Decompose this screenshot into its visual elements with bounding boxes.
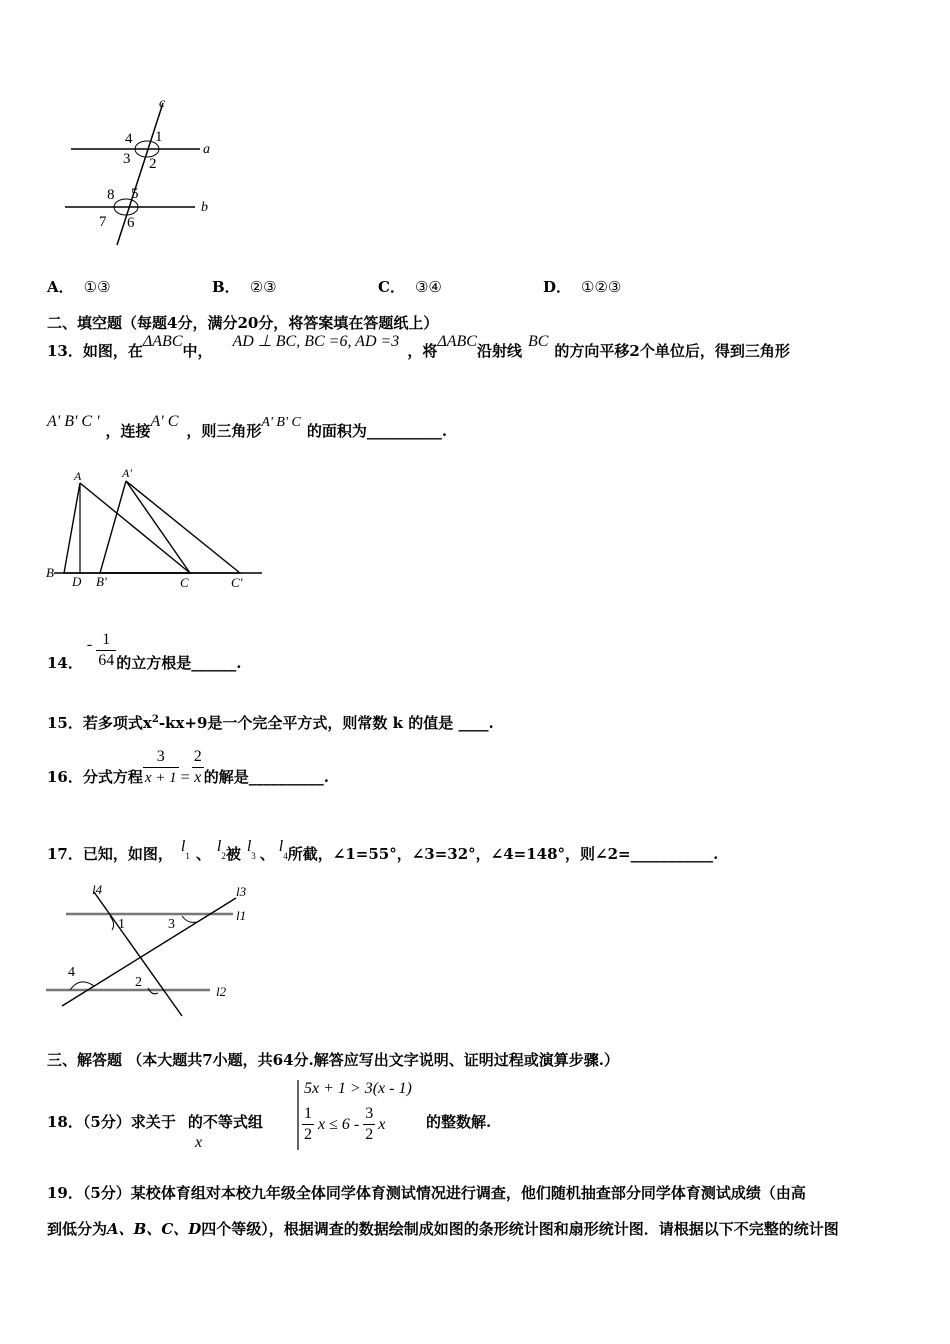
transversal-c [117, 103, 163, 245]
intersecting-lines-figure [40, 880, 270, 1020]
fig12-label: c [159, 96, 166, 111]
fig13-label: B [46, 565, 54, 580]
fig12-label: 4 [125, 131, 133, 147]
fig17-label: l4 [92, 882, 103, 897]
triangle-abc [64, 483, 190, 573]
fig13-label: C' [231, 575, 243, 590]
fig12-label: a [203, 142, 210, 157]
section-3-heading: 三、解答题 （本大题共7小题，共64分.解答应写出文字说明、证明过程或演算步骤.） [47, 1051, 619, 1069]
inequality-2: $\frac{1}{2}$ x ≤ 6 - $\frac{3}{2}$ x [304, 1105, 386, 1143]
fig12-label: 8 [107, 187, 115, 203]
fig13-label: C [180, 575, 189, 590]
fig17-label: l3 [236, 884, 247, 899]
question-18-end: 的整数解. [426, 1113, 492, 1131]
triangle-a1b1c1 [100, 481, 240, 573]
question-15: 15．若多项式$x^2-kx+9$是一个完全平方式，则常数 k 的值是 ____. [47, 714, 494, 732]
line-l4 [94, 892, 182, 1016]
fig12-label: b [201, 200, 208, 215]
fig13-label: D [72, 574, 82, 589]
translation-triangle-figure [40, 465, 270, 595]
option-c: C． ③④ [378, 278, 442, 296]
fig17-label: 4 [68, 965, 75, 980]
fig12-label: 2 [149, 156, 157, 172]
fig17-label: 3 [168, 917, 175, 932]
fig12-label: 5 [131, 186, 139, 202]
question-17: 17．已知，如图， $l_1$ 、 $l_2$被 $l_3$ 、 $l_4$所截，∠1=55°，∠3=32°，∠4=148°，则∠2=___________. [47, 838, 719, 863]
option-d: D． ①②③ [543, 278, 622, 296]
fig12-label: 6 [127, 215, 135, 231]
option-a: A． ①③ [47, 278, 111, 296]
system-brace [294, 1078, 302, 1154]
inequality-1: 5x + 1 > 3(x - 1) [304, 1080, 412, 1097]
fig17-label: l2 [216, 984, 227, 999]
question-16: 16．分式方程 $\frac{3}{x + 1}$ = $\frac{2}{x}$ 的解是__________. [47, 748, 329, 786]
fig17-label: l1 [236, 908, 247, 923]
fig13-label: B' [96, 574, 107, 589]
question-18: 18．（5分）求关于 x 的不等式组 [47, 1113, 263, 1151]
fig17-label: 2 [135, 975, 142, 990]
question-19-line2: 到低分为A、B、C、D四个等级），根据调查的数据绘制成如图的条形统计图和扇形统计图．请根据以下不完整的统计图 [47, 1220, 839, 1238]
section-2-heading: 二、填空题（每题4分，满分20分，将答案填在答题纸上） [47, 314, 439, 332]
question-14: 14．- $\frac{1}{64}$ 的立方根是______. [47, 631, 242, 672]
fig12-label: 3 [123, 151, 131, 167]
question-19-line1: 19．（5分）某校体育组对本校九年级全体同学体育测试情况进行调查，他们随机抽查部分同学体育测试成绩（由高 [47, 1184, 806, 1202]
fig12-label: 7 [99, 214, 107, 230]
angle-arc-3 [182, 916, 196, 922]
fig13-label: A' [122, 466, 132, 480]
fig17-label: 1 [118, 917, 125, 932]
parallel-lines-figure [55, 95, 225, 255]
question-13-line1: 13．如图，在ΔABC中，AD ⊥ BC, BC =6, AD =3，将ΔABC沿射线BC的方向平移2个单位后，得到三角形 [47, 333, 790, 360]
fig12-label: 1 [155, 129, 163, 145]
segment-a1c [126, 481, 190, 573]
option-b: B． ②③ [212, 278, 277, 296]
question-13-line2: A' B' C '，连接A' C，则三角形A' B' C 的面积为__________. [47, 413, 448, 440]
fig13-label: A [74, 469, 82, 483]
